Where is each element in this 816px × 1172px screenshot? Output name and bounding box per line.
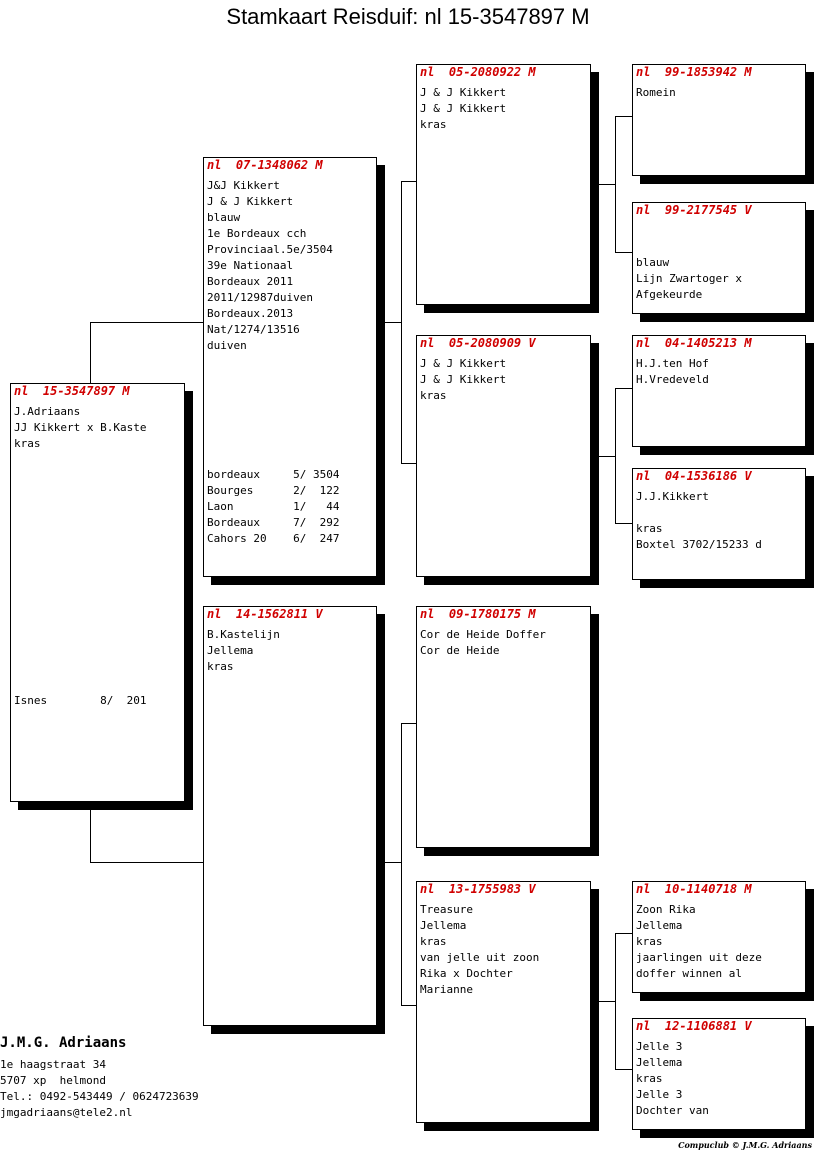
connector-line <box>599 456 616 457</box>
connector-line <box>615 523 632 524</box>
ring-number: nl 09-1780175 M <box>420 607 536 621</box>
info-line: J & J Kikkert <box>420 86 507 99</box>
pigeon-card-father <box>203 157 377 577</box>
info-line: Marianne <box>420 983 473 996</box>
info-line: 39e Nationaal <box>207 259 294 272</box>
pigeon-info <box>636 356 709 388</box>
info-line: Jellema <box>636 919 683 932</box>
footer-credit: Compuclub © J.M.G. Adriaans <box>678 1140 812 1150</box>
connector-line <box>385 862 402 863</box>
info-line: kras <box>636 935 663 948</box>
owner-info <box>0 1035 199 1121</box>
pigeon-info <box>636 1039 709 1119</box>
info-line: J.Adriaans <box>14 405 81 418</box>
info-line: J&J Kikkert <box>207 179 280 192</box>
info-line: blauw <box>636 256 670 269</box>
ring-number: nl 10-1140718 M <box>636 882 752 896</box>
connector-line <box>599 184 616 185</box>
connector-line <box>90 810 91 863</box>
info-line: Jelle 3 <box>636 1040 683 1053</box>
ring-number: nl 12-1106881 V <box>636 1019 752 1033</box>
pigeon-info <box>420 356 506 404</box>
page-title: Stamkaart Reisduif: nl 15-3547897 M <box>226 4 590 29</box>
info-line: Dochter van <box>636 1104 709 1117</box>
ring-number: nl 05-2080909 V <box>420 336 536 350</box>
info-line: J.J.Kikkert <box>636 490 709 503</box>
info-line: 1e Bordeaux cch <box>207 227 307 240</box>
info-line <box>636 239 742 255</box>
pigeon-card-mm <box>416 881 591 1123</box>
pigeon-card-mf <box>416 606 591 848</box>
info-line: kras <box>207 660 234 673</box>
info-line: J & J Kikkert <box>207 195 294 208</box>
result-line: bordeaux 5/ 3504 <box>207 468 340 481</box>
pigeon-card-mmm <box>632 1018 806 1130</box>
ring-number: nl 04-1536186 V <box>636 469 752 483</box>
info-line: jaarlingen uit deze <box>636 951 762 964</box>
connector-line <box>90 322 91 383</box>
pigeon-info <box>14 404 146 452</box>
connector-line <box>401 181 402 464</box>
result-line: Bordeaux 7/ 292 <box>207 516 340 529</box>
connector-line <box>615 252 632 253</box>
connector-line <box>615 388 632 389</box>
connector-line <box>615 116 616 253</box>
info-line: kras <box>420 389 447 402</box>
info-line: Nat/1274/13516 <box>207 323 300 336</box>
connector-line <box>401 181 416 182</box>
connector-line <box>615 933 632 934</box>
info-line: Zoon Rika <box>636 903 696 916</box>
info-line: H.Vredeveld <box>636 373 709 386</box>
info-line: Jellema <box>207 644 254 657</box>
pigeon-card-fm <box>416 335 591 577</box>
info-line: doffer winnen al <box>636 967 742 980</box>
race-results <box>207 467 339 547</box>
pigeon-info <box>207 627 280 675</box>
info-line: 2011/12987duiven <box>207 291 313 304</box>
pigeon-info <box>636 85 676 101</box>
connector-line <box>615 933 616 1070</box>
info-line: Jellema <box>636 1056 683 1069</box>
connector-line <box>401 1005 416 1006</box>
pigeon-info <box>420 627 546 659</box>
info-line: blauw <box>207 211 241 224</box>
info-line: kras <box>636 1072 663 1085</box>
connector-line <box>615 1069 632 1070</box>
pigeon-info <box>420 85 506 133</box>
result-line: Cahors 20 6/ 247 <box>207 532 340 545</box>
info-line: Treasure <box>420 903 473 916</box>
ring-number: nl 07-1348062 M <box>207 158 323 172</box>
pigeon-card-fff <box>632 64 806 176</box>
pigeon-card-mmf <box>632 881 806 993</box>
race-results <box>14 693 146 709</box>
pigeon-info <box>636 223 742 303</box>
ring-number: nl 14-1562811 V <box>207 607 323 621</box>
info-line: Lijn Zwartoger x <box>636 272 742 285</box>
info-line <box>636 505 762 521</box>
ring-number: nl 99-1853942 M <box>636 65 752 79</box>
result-line: Isnes 8/ 201 <box>14 694 147 707</box>
pigeon-info <box>636 489 762 553</box>
connector-line <box>599 1001 616 1002</box>
info-line <box>636 223 742 239</box>
connector-line <box>90 862 203 863</box>
ring-number: nl 05-2080922 M <box>420 65 536 79</box>
owner-phone: Tel.: 0492-543449 / 0624723639 <box>0 1090 199 1103</box>
info-line: Cor de Heide Doffer <box>420 628 546 641</box>
connector-line <box>615 388 616 524</box>
info-line: Cor de Heide <box>420 644 500 657</box>
info-line: Bordeaux 2011 <box>207 275 294 288</box>
info-line: Romein <box>636 86 676 99</box>
info-line: J & J Kikkert <box>420 357 507 370</box>
info-line: kras <box>420 118 447 131</box>
info-line: H.J.ten Hof <box>636 357 709 370</box>
connector-line <box>385 322 402 323</box>
info-line: Afgekeurde <box>636 288 703 301</box>
owner-name: J.M.G. Adriaans <box>0 1035 127 1051</box>
info-line: kras <box>636 522 663 535</box>
connector-line <box>615 116 632 117</box>
info-line: Rika x Dochter <box>420 967 513 980</box>
info-line: J & J Kikkert <box>420 373 507 386</box>
connector-line <box>401 463 416 464</box>
connector-line <box>90 322 203 323</box>
ring-number: nl 13-1755983 V <box>420 882 536 896</box>
info-line: J & J Kikkert <box>420 102 507 115</box>
owner-postal: 5707 xp helmond <box>0 1074 106 1087</box>
info-line: Provinciaal.5e/3504 <box>207 243 333 256</box>
pigeon-info <box>636 902 762 982</box>
owner-address: 1e haagstraat 34 <box>0 1058 106 1071</box>
ring-number: nl 15-3547897 M <box>14 384 130 398</box>
ring-number: nl 99-2177545 V <box>636 203 752 217</box>
pigeon-card-ff <box>416 64 591 305</box>
info-line: Boxtel 3702/15233 d <box>636 538 762 551</box>
result-line: Bourges 2/ 122 <box>207 484 340 497</box>
pigeon-card-self <box>10 383 185 802</box>
result-line: Laon 1/ 44 <box>207 500 340 513</box>
info-line: Jelle 3 <box>636 1088 683 1101</box>
info-line: Bordeaux.2013 <box>207 307 294 320</box>
connector-line <box>401 723 416 724</box>
info-line: JJ Kikkert x B.Kaste <box>14 421 147 434</box>
owner-email[interactable]: jmgadriaans@tele2.nl <box>0 1106 133 1119</box>
info-line: Jellema <box>420 919 467 932</box>
pigeon-card-ffm <box>632 202 806 314</box>
pigeon-card-mother <box>203 606 377 1026</box>
info-line: duiven <box>207 339 247 352</box>
info-line: B.Kastelijn <box>207 628 280 641</box>
pigeon-card-fmm <box>632 468 806 580</box>
ring-number: nl 04-1405213 M <box>636 336 752 350</box>
info-line: van jelle uit zoon <box>420 951 540 964</box>
pigeon-info <box>420 902 539 998</box>
pigeon-info <box>207 178 333 354</box>
info-line: kras <box>420 935 447 948</box>
info-line: kras <box>14 437 41 450</box>
connector-line <box>401 723 402 1006</box>
pigeon-card-fmf <box>632 335 806 447</box>
